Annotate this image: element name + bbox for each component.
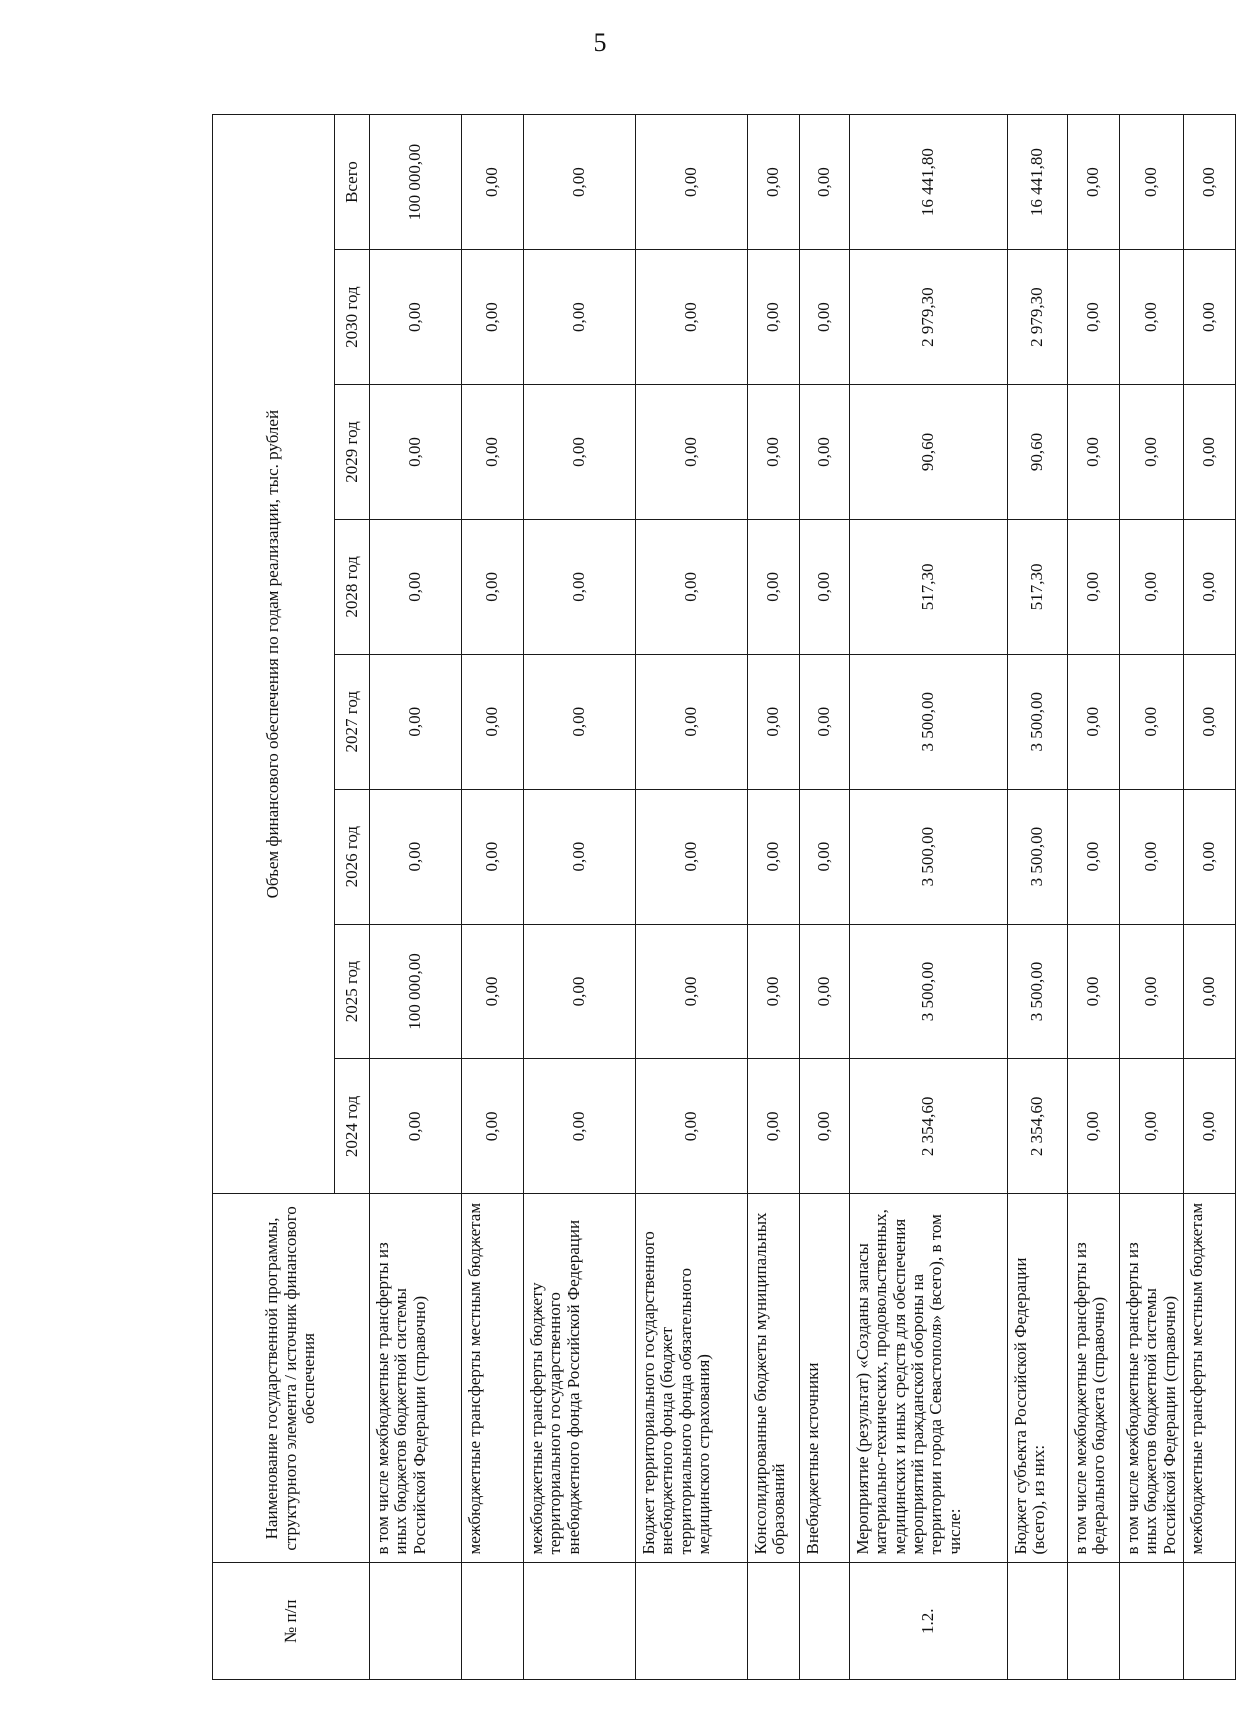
value-cell: 2 979,30 [850,250,1008,385]
header-col-6: 2030 год [335,250,370,385]
value-cell: 0,00 [524,519,636,654]
row-name: в том числе межбюджетные трансферты из иных бюджетов бюджетной системы Российской Федерации (справочно) [370,1194,462,1563]
value-cell: 3 500,00 [850,654,1008,789]
row-number [524,1563,636,1680]
row-name: в том числе межбюджетные трансферты из федерального бюджета (справочно) [1068,1194,1120,1563]
value-cell: 0,00 [524,789,636,924]
value-cell: 0,00 [748,385,800,520]
value-cell: 16 441,80 [1008,115,1068,250]
value-cell: 0,00 [1184,1059,1236,1194]
value-cell: 0,00 [636,924,748,1059]
value-cell: 0,00 [800,519,850,654]
value-cell: 0,00 [1120,654,1184,789]
row-name: Бюджет субъекта Российской Федерации (всего), из них: [1008,1194,1068,1563]
value-cell: 0,00 [636,519,748,654]
table-row [462,115,524,1680]
value-cell: 0,00 [462,654,524,789]
header-name: Наименование государственной программы, структурного элемента / источник финансового обеспечения [213,1194,370,1563]
value-cell: 0,00 [800,1059,850,1194]
value-cell: 0,00 [462,250,524,385]
value-cell: 0,00 [1120,519,1184,654]
value-cell: 0,00 [1120,385,1184,520]
header-col-7: Всего [335,115,370,250]
value-cell: 0,00 [1068,789,1120,924]
value-cell: 0,00 [462,115,524,250]
value-cell: 3 500,00 [850,789,1008,924]
value-cell: 90,60 [1008,385,1068,520]
row-number [370,1563,462,1680]
value-cell: 0,00 [748,924,800,1059]
value-cell: 0,00 [462,789,524,924]
header-col-2: 2026 год [335,789,370,924]
row-number [1184,1563,1236,1680]
table-row [1120,115,1184,1680]
value-cell: 0,00 [1120,115,1184,250]
value-cell: 0,00 [636,115,748,250]
value-cell: 90,60 [850,385,1008,520]
row-name: межбюджетные трансферты местным бюджетам [1184,1194,1236,1563]
table-header [213,115,370,1680]
row-number [1068,1563,1120,1680]
value-cell: 0,00 [636,654,748,789]
row-number [636,1563,748,1680]
value-cell: 0,00 [1184,924,1236,1059]
value-cell: 3 500,00 [1008,789,1068,924]
value-cell: 0,00 [462,924,524,1059]
value-cell: 0,00 [636,250,748,385]
value-cell: 0,00 [636,789,748,924]
header-col-0: 2024 год [335,1059,370,1194]
value-cell: 0,00 [370,1059,462,1194]
value-cell: 0,00 [1120,924,1184,1059]
financing-table [212,114,1236,1680]
row-name: Консолидированные бюджеты муниципальных образований [748,1194,800,1563]
page-number: 5 [593,28,607,57]
row-number [1120,1563,1184,1680]
header-col-4: 2028 год [335,519,370,654]
value-cell: 0,00 [462,385,524,520]
table-row [800,115,850,1680]
table-row [1184,115,1236,1680]
value-cell: 0,00 [748,1059,800,1194]
value-cell: 0,00 [524,1059,636,1194]
value-cell: 0,00 [748,789,800,924]
header-col-1: 2025 год [335,924,370,1059]
value-cell: 0,00 [1120,1059,1184,1194]
header-col-5: 2029 год [335,385,370,520]
value-cell: 0,00 [748,519,800,654]
value-cell: 0,00 [748,250,800,385]
value-cell: 2 354,60 [1008,1059,1068,1194]
row-name: в том числе межбюджетные трансферты из иных бюджетов бюджетной системы Российской Федерации (справочно) [1120,1194,1184,1563]
row-name: Внебюджетные источники [800,1194,850,1563]
value-cell: 0,00 [370,789,462,924]
table-row [636,115,748,1680]
value-cell: 0,00 [524,924,636,1059]
value-cell: 0,00 [462,519,524,654]
value-cell: 3 500,00 [850,924,1008,1059]
value-cell: 0,00 [800,250,850,385]
value-cell: 0,00 [1184,519,1236,654]
value-cell: 0,00 [1068,519,1120,654]
value-cell: 0,00 [524,654,636,789]
value-cell: 100 000,00 [370,924,462,1059]
table-row [524,115,636,1680]
value-cell: 0,00 [370,654,462,789]
value-cell: 0,00 [462,1059,524,1194]
value-cell: 0,00 [1068,654,1120,789]
row-number: 1.2. [850,1563,1008,1680]
value-cell: 16 441,80 [850,115,1008,250]
row-name: межбюджетные трансферты бюджету территориального государственного внебюджетного фонда Российской Федерации [524,1194,636,1563]
value-cell: 0,00 [1184,789,1236,924]
value-cell: 3 500,00 [1008,654,1068,789]
value-cell: 0,00 [1068,1059,1120,1194]
value-cell: 0,00 [524,115,636,250]
value-cell: 0,00 [370,250,462,385]
value-cell: 0,00 [1184,250,1236,385]
value-cell: 0,00 [800,654,850,789]
value-cell: 0,00 [370,385,462,520]
value-cell: 0,00 [370,519,462,654]
header-num: № п/п [213,1563,370,1680]
row-number [1008,1563,1068,1680]
row-number [462,1563,524,1680]
value-cell: 2 979,30 [1008,250,1068,385]
value-cell: 100 000,00 [370,115,462,250]
value-cell: 0,00 [1068,924,1120,1059]
value-cell: 3 500,00 [1008,924,1068,1059]
value-cell: 0,00 [636,385,748,520]
value-cell: 0,00 [748,654,800,789]
value-cell: 517,30 [1008,519,1068,654]
table-row [1008,115,1068,1680]
value-cell: 0,00 [1068,115,1120,250]
value-cell: 0,00 [524,250,636,385]
value-cell: 0,00 [800,385,850,520]
value-cell: 0,00 [748,115,800,250]
table-row [850,115,1008,1680]
value-cell: 0,00 [800,924,850,1059]
value-cell: 0,00 [1120,789,1184,924]
row-name: Мероприятие (результат) «Созданы запасы материально-технических, продовольственных, медицинских и иных средств для обеспечения мероприятий гражданской обороны на территории города Севастополя» (всего), в том числе: [850,1194,1008,1563]
value-cell: 0,00 [636,1059,748,1194]
value-cell: 0,00 [1068,250,1120,385]
value-cell: 0,00 [800,115,850,250]
value-cell: 0,00 [1184,115,1236,250]
value-cell: 0,00 [1068,385,1120,520]
rotated-page [212,114,1219,1680]
row-name: межбюджетные трансферты местным бюджетам [462,1194,524,1563]
row-number [800,1563,850,1680]
value-cell: 2 354,60 [850,1059,1008,1194]
header-group: Объем финансового обеспечения по годам реализации, тыс. рублей [213,115,335,1194]
header-col-3: 2027 год [335,654,370,789]
table-row [1068,115,1120,1680]
table-row [748,115,800,1680]
value-cell: 517,30 [850,519,1008,654]
table-body [370,115,1236,1680]
value-cell: 0,00 [800,789,850,924]
value-cell: 0,00 [1184,385,1236,520]
value-cell: 0,00 [1120,250,1184,385]
row-name: Бюджет территориального государственного внебюджетного фонда (бюджет территориального фонда обязательного медицинского страхования) [636,1194,748,1563]
value-cell: 0,00 [1184,654,1236,789]
table-row [370,115,462,1680]
value-cell: 0,00 [524,385,636,520]
row-number [748,1563,800,1680]
